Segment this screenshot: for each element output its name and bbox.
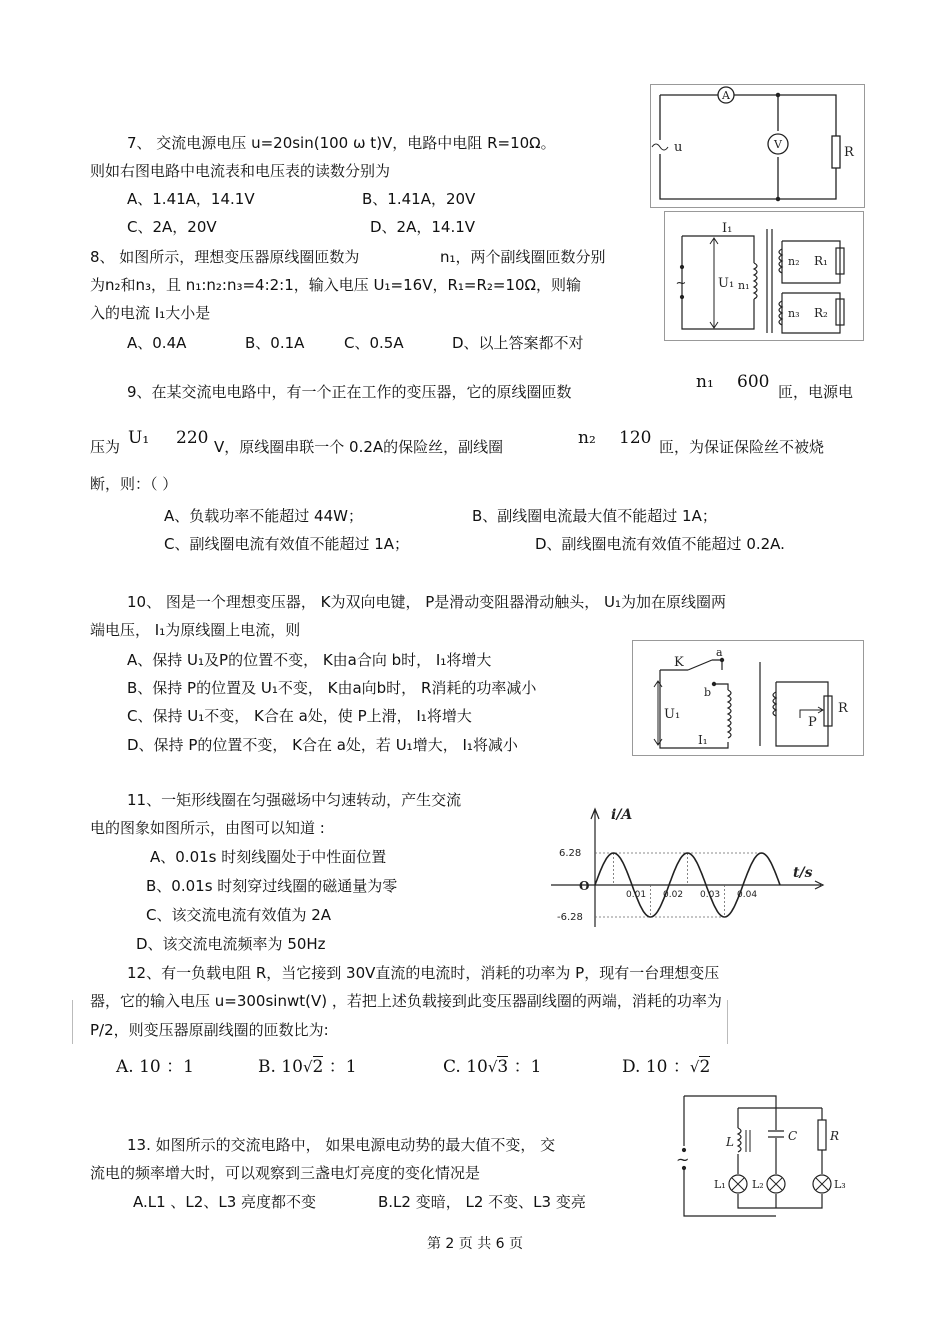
q12-option-c-ratio: ：1 bbox=[513, 1057, 542, 1077]
q7-stem: 7、 交流电源电压 u=20sin(100 ω t)V，电路中电阻 R=10Ω。 bbox=[127, 134, 556, 152]
chart-x-tick-4: 0.04 bbox=[737, 890, 758, 900]
fig7-source-label: u bbox=[674, 140, 683, 155]
q13-line2: 流电的频率增大时，可以观察到三盏电灯亮度的变化情况是 bbox=[90, 1164, 481, 1182]
q9-line1: 9、在某交流电电路中，有一个正在工作的变压器，它的原线圈匝数 bbox=[127, 383, 572, 401]
q8-option-d: D、以上答案都不对 bbox=[452, 334, 584, 352]
figure-q11-current-graph bbox=[549, 799, 841, 931]
q10-option-c: C、保持 U₁不变， K合在 a处，使 P上滑， I₁将增大 bbox=[127, 707, 472, 725]
fig8-i1-label: I₁ bbox=[722, 221, 733, 236]
figure-q7-circuit bbox=[650, 84, 865, 208]
page-footer: 第 2 页 共 6 页 bbox=[426, 1236, 524, 1252]
q12-option-d: D. 10 ：√2 bbox=[622, 1057, 711, 1077]
q9-option-a: A、负载功率不能超过 44W； bbox=[164, 507, 363, 525]
fig13-c-label: C bbox=[788, 1129, 798, 1143]
q10-option-b: B、保持 P的位置及 U₁不变， K由a向b时， R消耗的功率减小 bbox=[127, 679, 537, 697]
q12-option-b-ratio: ：1 bbox=[328, 1057, 357, 1077]
chart-x-axis bbox=[551, 881, 823, 889]
q13-option-a: A.L1 、L2、L3 亮度都不变 bbox=[133, 1193, 317, 1211]
q9-line2-a: 压为 bbox=[90, 438, 121, 456]
fig8-n2-label: n₂ bbox=[788, 255, 800, 268]
q8-option-b: B、0.1A bbox=[245, 334, 305, 352]
chart-x-tick-2: 0.02 bbox=[663, 890, 684, 900]
fig13-l1-label: L₁ bbox=[714, 1178, 726, 1191]
q7-option-a: A、1.41A，14.1V bbox=[127, 190, 255, 208]
q9-line2-b: V，原线圈串联一个 0.2A的保险丝，副线圈 bbox=[214, 438, 504, 456]
q7-option-d: D、2A，14.1V bbox=[370, 218, 476, 236]
fig8-u1-label: U₁ bbox=[718, 276, 735, 291]
chart-x-tick-1: 0.01 bbox=[626, 890, 647, 900]
q10-option-a: A、保持 U₁及P的位置不变， K由a合向 b时， I₁将增大 bbox=[127, 651, 492, 669]
fig13-l2-label: L₂ bbox=[752, 1178, 764, 1191]
fig13-source-label: ~ bbox=[676, 1150, 690, 1169]
q9-u1-value: 220 bbox=[176, 428, 209, 448]
chart-y-axis bbox=[591, 809, 599, 927]
fig8-n3-label: n₃ bbox=[788, 307, 800, 320]
chart-y-tick-top: 6.28 bbox=[559, 848, 582, 859]
fig10-k-label: K bbox=[674, 655, 684, 670]
fig10-p-label: P bbox=[808, 715, 817, 730]
q12-line3: P/2，则变压器原副线圈的匝数比为: bbox=[90, 1021, 329, 1039]
q7-option-c: C、2A，20V bbox=[127, 218, 217, 236]
fig13-r-label: R bbox=[830, 1129, 840, 1143]
chart-y-tick-bottom: -6.28 bbox=[557, 912, 583, 923]
q8-line2: 为n₂和n₃，且 n₁:n₂:n₃=4:2:1，输入电压 U₁=16V，R₁=R₂=10Ω，则输 bbox=[90, 276, 582, 294]
figure-q13-rlc-circuit bbox=[664, 1088, 864, 1228]
chart-x-label: t/s bbox=[793, 865, 813, 881]
q11-option-d: D、该交流电流频率为 50Hz bbox=[136, 935, 326, 953]
q9-line2-c: 匝，为保证保险丝不被烧 bbox=[659, 438, 825, 456]
q12-option-b-radicand: 2 bbox=[312, 1057, 324, 1077]
fig10-i1-label: I₁ bbox=[698, 733, 708, 747]
figure-q10-transformer bbox=[632, 640, 864, 756]
q11-option-a: A、0.01s 时刻线圈处于中性面位置 bbox=[150, 848, 387, 866]
fig10-b-label: b bbox=[704, 686, 712, 699]
fig13-l-label: L bbox=[726, 1135, 734, 1149]
q7-option-b: B、1.41A，20V bbox=[362, 190, 476, 208]
fig10-r-label: R bbox=[838, 701, 848, 716]
fig8-n1-label: n₁ bbox=[738, 279, 750, 292]
fig10-a-label: a bbox=[716, 646, 723, 659]
q12-option-a: A. 10 ：1 bbox=[116, 1057, 194, 1077]
q12-option-c: C. 10√3 ：1 bbox=[443, 1057, 542, 1077]
q9-option-c: C、副线圈电流有效值不能超过 1A； bbox=[164, 535, 410, 553]
q9-u1-symbol: U₁ bbox=[128, 428, 150, 448]
q9-option-d: D、副线圈电流有效值不能超过 0.2A. bbox=[535, 535, 785, 553]
fig7-ammeter-label: A bbox=[722, 89, 730, 102]
q12-option-d-radicand: 2 bbox=[699, 1057, 711, 1077]
q12-option-c-radicand: 3 bbox=[497, 1057, 509, 1077]
q8-line1: 8、 如图所示，理想变压器原线圈匝数为 bbox=[90, 248, 360, 266]
fig8-source-label: ~ bbox=[675, 276, 687, 291]
q13-line1: 13. 如图所示的交流电路中， 如果电源电动势的最大值不变， 交 bbox=[127, 1136, 556, 1154]
q10-line2: 端电压， I₁为原线圈上电流，则 bbox=[90, 621, 301, 639]
q8-n1: n₁，两个副线圈匝数分别 bbox=[440, 248, 606, 266]
chart-origin-label: O bbox=[579, 879, 590, 893]
fig7-voltmeter-label: V bbox=[774, 138, 782, 151]
fig7-resistor-label: R bbox=[844, 145, 854, 160]
q9-n1-value: 600 bbox=[737, 372, 770, 392]
q13-option-b: B.L2 变暗， L2 不变、L3 变亮 bbox=[378, 1193, 586, 1211]
figure-q8-transformer bbox=[664, 211, 864, 341]
fig8-r1-label: R₁ bbox=[814, 254, 828, 268]
q8-line3: 入的电流 I₁大小是 bbox=[90, 304, 211, 322]
q12-line1: 12、有一负载电阻 R，当它接到 30V直流的电流时，消耗的功率为 P，现有一台理想变压 bbox=[127, 964, 720, 982]
q9-unit1: 匝，电源电 bbox=[778, 383, 854, 401]
q10-option-d: D、保持 P的位置不变， K合在 a处，若 U₁增大， I₁将减小 bbox=[127, 736, 518, 754]
q10-line1: 10、 图是一个理想变压器， K为双向电键， P是滑动变阻器滑动触头， U₁为加在原线圈两 bbox=[127, 593, 727, 611]
fig8-r2-label: R₂ bbox=[814, 306, 828, 320]
q11-option-b: B、0.01s 时刻穿过线圈的磁通量为零 bbox=[146, 877, 398, 895]
q11-line2: 电的图象如图所示，由图可以知道 : bbox=[90, 819, 325, 837]
q8-option-a: A、0.4A bbox=[127, 334, 187, 352]
q7-stem2: 则如右图电路中电流表和电压表的读数分别为 bbox=[90, 162, 391, 180]
q11-option-c: C、该交流电流有效值为 2A bbox=[146, 906, 332, 924]
q12-option-c-coef: C. 10 bbox=[443, 1057, 488, 1077]
q12-option-b-coef: B. 10 bbox=[258, 1057, 303, 1077]
q9-n1-symbol: n₁ bbox=[696, 372, 714, 392]
q8-option-c: C、0.5A bbox=[344, 334, 404, 352]
fig13-l3-label: L₃ bbox=[834, 1178, 846, 1191]
q11-line1: 11、一矩形线圈在匀强磁场中匀速转动，产生交流 bbox=[127, 791, 462, 809]
faint-margin-mark-left bbox=[72, 1000, 73, 1044]
q9-n2-symbol: n₂ bbox=[578, 428, 596, 448]
faint-margin-mark-right bbox=[727, 1000, 728, 1044]
chart-y-label: i/A bbox=[611, 807, 633, 823]
q9-option-b: B、副线圈电流最大值不能超过 1A； bbox=[472, 507, 717, 525]
q12-option-b: B. 10√2 ：1 bbox=[258, 1057, 357, 1077]
fig10-u1-label: U₁ bbox=[664, 707, 681, 722]
q12-line2: 器，它的输入电压 u=300sinwt(V) ，若把上述负载接到此变压器副线圈的两端，消耗的功率为 bbox=[90, 992, 722, 1010]
q12-option-d-coef: D. 10 ： bbox=[622, 1057, 690, 1077]
chart-x-tick-3: 0.03 bbox=[700, 890, 721, 900]
q9-n2-value: 120 bbox=[619, 428, 652, 448]
q9-line3: 断，则：（ ） bbox=[90, 475, 178, 493]
